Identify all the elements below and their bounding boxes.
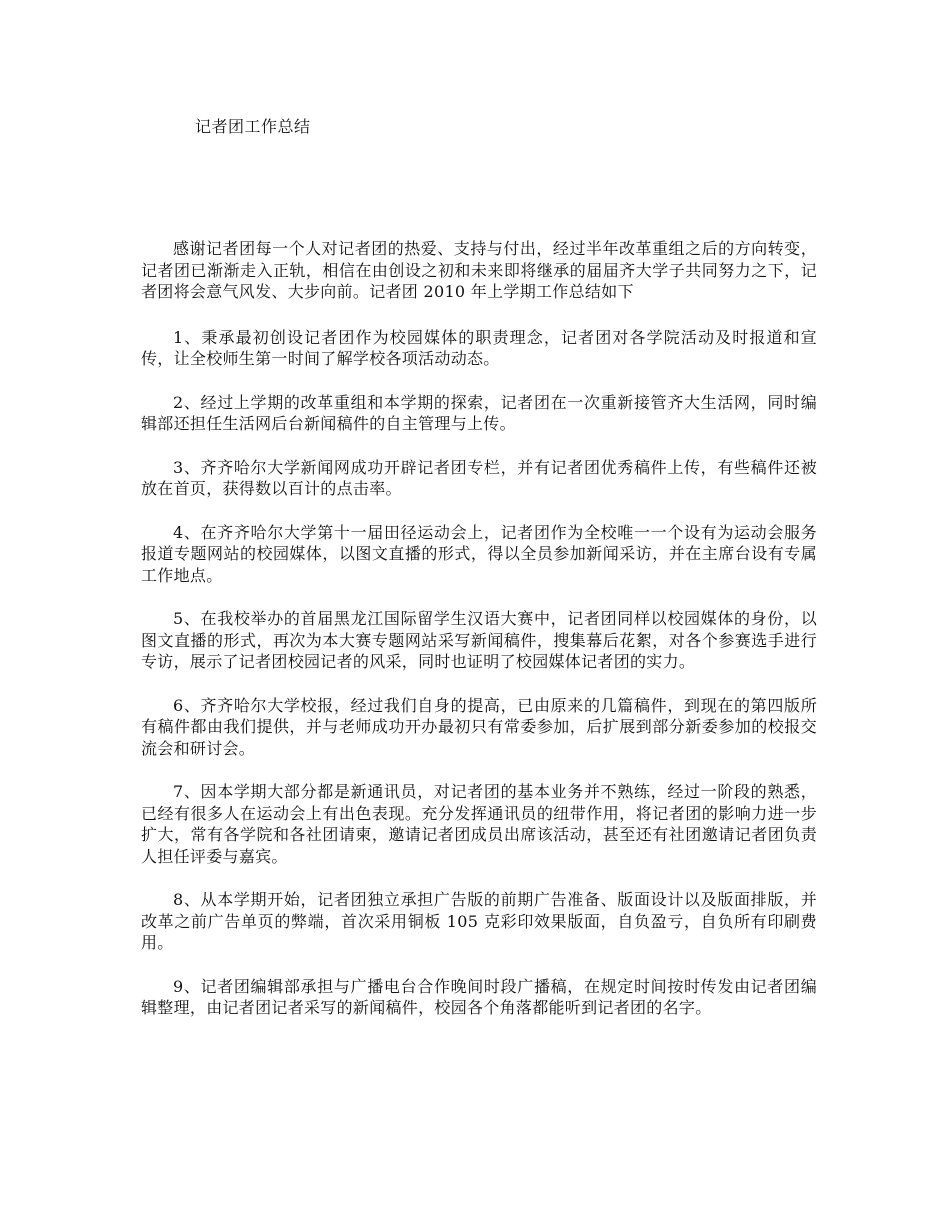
paragraph-item-4: 4、在齐齐哈尔大学第十一届田径运动会上，记者团作为全校唯一一个设有为运动会服务报道专题网站的校园媒体，以图文直播的形式，得以全员参加新闻采访，并在主席台设有专属工作地点。 <box>141 522 817 585</box>
paragraph-item-6: 6、齐齐哈尔大学校报，经过我们自身的提高，已由原来的几篇稿件，到现在的第四版所有稿件都由我们提供，并与老师成功开办最初只有常委参加，后扩展到部分新委参加的校报交流会和研讨会。 <box>141 695 817 758</box>
paragraph-item-3: 3、齐齐哈尔大学新闻网成功开辟记者团专栏，并有记者团优秀稿件上传，有些稿件还被放在首页，获得数以百计的点击率。 <box>141 457 817 498</box>
paragraph-item-9: 9、记者团编辑部承担与广播电台合作晚间时段广播稿，在规定时间按时传发由记者团编辑整理，由记者团记者采写的新闻稿件，校园各个角落都能听到记者团的名字。 <box>141 976 817 1017</box>
intro-paragraph: 感谢记者团每一个人对记者团的热爱、支持与付出，经过半年改革重组之后的方向转变，记者团已渐渐走入正轨，相信在由创设之初和未来即将继承的届届齐大学子共同努力之下，记者团将会意气风发、大步向前。记者团 2010 年上学期工作总结如下 <box>141 239 817 301</box>
paragraph-item-2: 2、经过上学期的改革重组和本学期的探索，记者团在一次重新接管齐大生活网，同时编辑部还担任生活网后台新闻稿件的自主管理与上传。 <box>141 392 817 433</box>
document-title: 记者团工作总结 <box>195 117 311 136</box>
paragraph-item-5: 5、在我校举办的首届黑龙江国际留学生汉语大赛中，记者团同样以校园媒体的身份，以图文直播的形式，再次为本大赛专题网站采写新闻稿件，搜集幕后花絮，对各个参赛选手进行专访，展示了记者团校园记者的风采，同时也证明了校园媒体记者团的实力。 <box>141 609 817 671</box>
paragraph-item-8: 8、从本学期开始，记者团独立承担广告版的前期广告准备、版面设计以及版面排版，并改革之前广告单页的弊端，首次采用铜板 105 克彩印效果版面，自负盈亏，自负所有印刷费用。 <box>141 890 817 952</box>
paragraph-item-7: 7、因本学期大部分都是新通讯员，对记者团的基本业务并不熟练，经过一阶段的熟悉，已经有很多人在运动会上有出色表现。充分发挥通讯员的纽带作用，将记者团的影响力进一步扩大，常有各学院和各社团请柬，邀请记者团成员出席该活动，甚至还有社团邀请记者团负责人担任评委与嘉宾。 <box>141 782 817 866</box>
document-body <box>141 238 817 1041</box>
paragraph-item-1: 1、秉承最初创设记者团作为校园媒体的职责理念，记者团对各学院活动及时报道和宣传，让全校师生第一时间了解学校各项活动动态。 <box>141 327 817 368</box>
